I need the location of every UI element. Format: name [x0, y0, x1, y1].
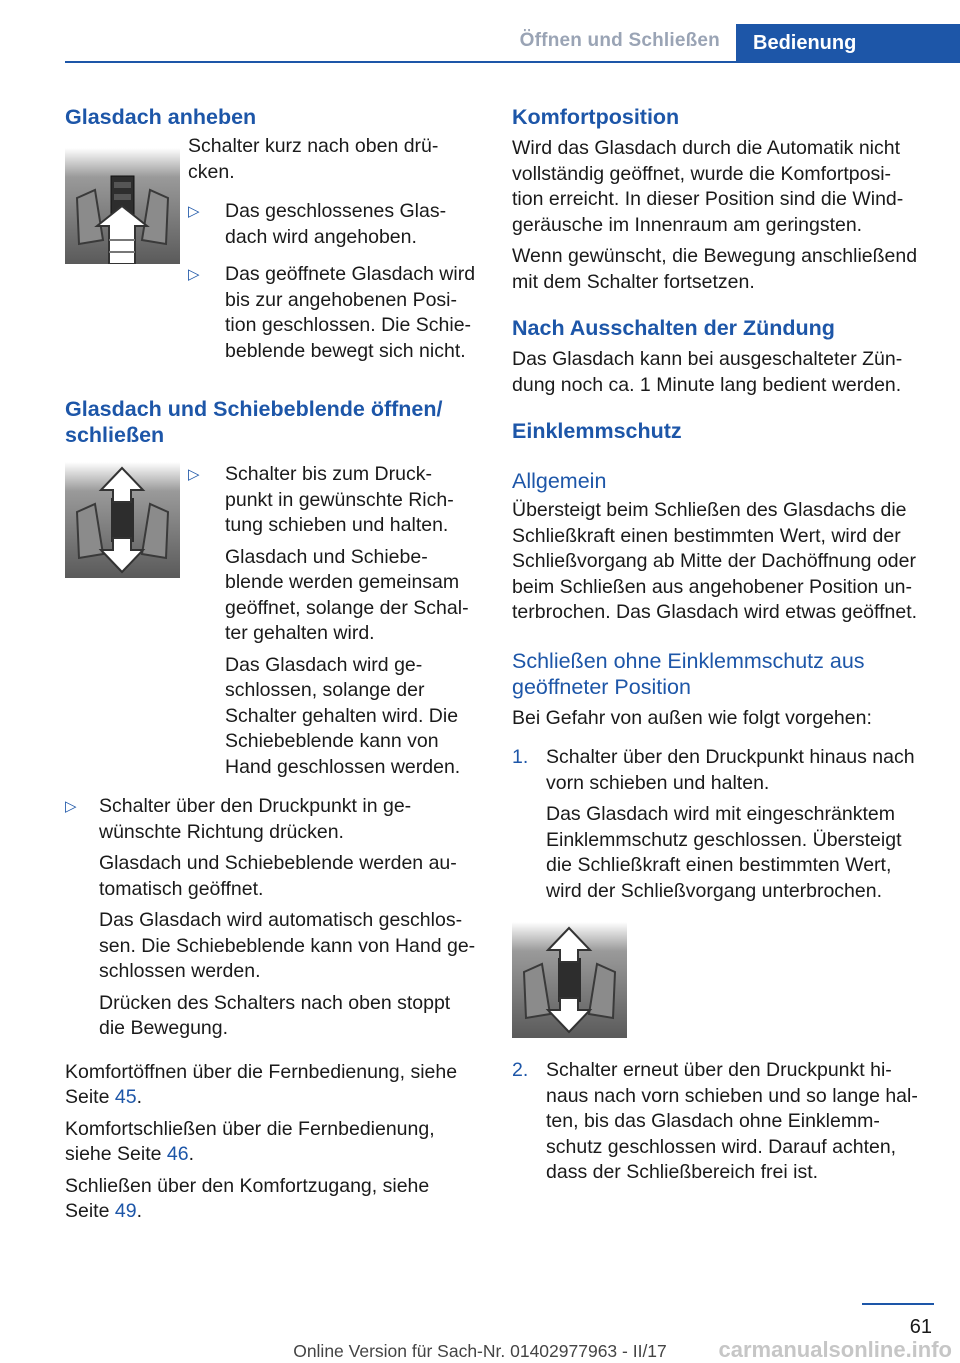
- right-column: [512, 104, 932, 1186]
- list-text: vorn schieben und halten.: [546, 771, 770, 794]
- heading-komfortposition: Komfortposition: [512, 105, 680, 129]
- switch-image-forward: [512, 922, 627, 1038]
- punct: .: [136, 1200, 142, 1222]
- list-text: Das Glasdach wird mit eingeschränktem: [546, 803, 895, 825]
- paragraph-line: tion erreicht. In dieser Position sind die Wind-: [512, 188, 904, 210]
- paragraph-line: Schließvorgang ab Mitte der Dachöffnung oder: [512, 550, 916, 572]
- page-link-49[interactable]: 49: [114, 1200, 137, 1222]
- paragraph-line: siehe Seite: [65, 1143, 167, 1165]
- roof-switch-illustration: [512, 922, 627, 1038]
- bullet-text: tion geschlossen. Die Schie-: [225, 314, 472, 336]
- bullet-text: Das Glasdach wird automatisch geschlos-: [99, 909, 463, 931]
- list-text: Schalter erneut über den Druckpunkt hi-: [546, 1059, 892, 1081]
- paragraph-line: Übersteigt beim Schließen des Glasdachs die: [512, 499, 907, 521]
- bullet-text: schlossen, solange der: [225, 679, 425, 701]
- intro-line-1: Schalter kurz nach oben drü-: [188, 135, 439, 157]
- list-text: dass der Schließbereich frei ist.: [546, 1161, 819, 1183]
- punct: .: [188, 1143, 195, 1165]
- bullet-text: sen. Die Schiebeblende kann von Hand ge-: [99, 934, 476, 957]
- header-rule: [65, 61, 960, 63]
- paragraph-line: beim Schließen aus angehobener Position un-: [512, 575, 913, 598]
- paragraph-line: Wenn gewünscht, die Bewegung anschließend: [512, 245, 918, 267]
- bullet-text: tung schieben und halten.: [225, 514, 449, 536]
- heading-einklemmschutz: Einklemmschutz: [512, 419, 682, 443]
- list-text: schutz geschlossen wird. Darauf achten,: [546, 1135, 897, 1158]
- heading-line: schließen: [65, 423, 165, 447]
- list-text: ten, bis das Glasdach ohne Einklemm-: [546, 1110, 880, 1132]
- paragraph-line: vollständig geöffnet, wurde die Komfortposi-: [512, 162, 892, 185]
- numbered-item-1: [512, 745, 932, 904]
- watermark: carmanualsonline.info: [718, 1337, 952, 1362]
- list-text: wird der Schließvorgang unterbrochen.: [546, 879, 883, 902]
- bullet-text: bis zur angehobenen Posi-: [225, 288, 457, 311]
- heading-oeffnen-schliessen: [65, 396, 483, 448]
- page-link-45[interactable]: 45: [114, 1086, 137, 1108]
- heading-allgemein: Allgemein: [512, 469, 607, 493]
- bullet-text: Schalter über den Druckpunkt in ge-: [99, 795, 412, 817]
- bullet-text: Das Glasdach wird ge-: [225, 653, 423, 676]
- bullet-triangle-icon: ▷: [65, 798, 77, 815]
- paragraph-komfortoeffnen: [65, 1060, 483, 1111]
- bullet-text: Glasdach und Schiebeblende werden au-: [99, 852, 457, 874]
- roof-switch-illustration: [65, 462, 180, 578]
- page-link-46[interactable]: 46: [166, 1143, 189, 1165]
- paragraph-line: Bei Gefahr von außen wie folgt vorgehen:: [512, 706, 872, 729]
- bullet-text: wünschte Richtung drücken.: [99, 820, 344, 843]
- bullet-text: blende werden gemeinsam: [225, 571, 460, 593]
- list-text: Schalter über den Druckpunkt hinaus nach: [546, 746, 915, 768]
- bullet-text: ter gehalten wird.: [225, 622, 375, 644]
- bullet-text: Drücken des Schalters nach oben stoppt: [99, 991, 451, 1014]
- heading-line: geöffneter Position: [512, 674, 691, 699]
- bullet-text: die Bewegung.: [99, 1017, 229, 1039]
- bullet-text: geöffnet, solange der Schal-: [225, 596, 469, 619]
- paragraph-komfortschliessen: [65, 1117, 483, 1168]
- heading-nach-ausschalten: Nach Ausschalten der Zündung: [512, 316, 835, 340]
- bullet-text: Glasdach und Schiebe-: [225, 545, 428, 568]
- list-text: die Schließkraft einen bestimmten Wert,: [546, 854, 892, 876]
- paragraph-line: Schließen über den Komfortzugang, siehe: [65, 1174, 430, 1197]
- header-section: Öffnen und Schließen: [519, 30, 720, 51]
- list-number: 1.: [512, 746, 529, 768]
- bullet-triangle-icon: ▷: [188, 266, 200, 283]
- online-version-note: Online Version für Sach-Nr. 01402977963 - II/17: [293, 1341, 667, 1361]
- paragraph-komfortzugang: [65, 1174, 483, 1225]
- paragraph-line: Wird das Glasdach durch die Automatik nicht: [512, 137, 901, 159]
- paragraph-line: mit dem Schalter fortsetzen.: [512, 270, 755, 293]
- bullet-text: beblende bewegt sich nicht.: [225, 339, 466, 362]
- paragraph-line: terbrochen. Das Glasdach wird etwas geöffnet.: [512, 601, 918, 623]
- paragraph-line: Seite: [65, 1200, 115, 1222]
- heading-glasdach-anheben: Glasdach anheben: [65, 105, 257, 129]
- bullet-text: Das geöffnete Glasdach wird: [225, 263, 476, 285]
- page-number: 61: [909, 1316, 932, 1338]
- bullet-text: dach wird angehoben.: [225, 225, 417, 248]
- bullet-text: tomatisch geöffnet.: [99, 877, 264, 900]
- bullet-item: [65, 794, 483, 1042]
- paragraph-line: Schließkraft einen bestimmten Wert, wird der: [512, 524, 901, 547]
- bullet-text: Schalter bis zum Druck-: [225, 463, 432, 485]
- list-number: 2.: [512, 1059, 529, 1081]
- heading-line: Glasdach und Schiebeblende öffnen/: [65, 397, 443, 421]
- paragraph-line: Komfortschließen über die Fernbedienung,: [65, 1117, 435, 1140]
- bullet-text: Hand geschlossen werden.: [225, 755, 461, 778]
- paragraph-line: dung noch ca. 1 Minute lang bedient werden.: [512, 373, 902, 396]
- paragraph-line: Das Glasdach kann bei ausgeschalteter Zün-: [512, 348, 903, 370]
- heading-line: Schließen ohne Einklemmschutz aus: [512, 648, 865, 673]
- bullet-triangle-icon: ▷: [188, 203, 200, 220]
- intro-line-2: cken.: [188, 160, 235, 183]
- bullet-item: [188, 462, 483, 780]
- bullet-text: Das geschlossenes Glas-: [225, 200, 447, 222]
- header-chapter-tab: Bedienung: [736, 24, 960, 62]
- bullet-triangle-icon: ▷: [188, 466, 200, 483]
- bullet-item: [188, 262, 483, 364]
- page-header: [0, 24, 960, 62]
- list-text: naus nach vorn schieben und so lange hal-: [546, 1084, 918, 1107]
- left-column: [65, 104, 483, 1225]
- paragraph-line: geräusche im Innenraum am geringsten.: [512, 213, 863, 236]
- heading-schliessen-ohne-einklemmschutz: [512, 648, 932, 700]
- roof-switch-illustration: [65, 148, 180, 264]
- list-text: Einklemmschutz geschlossen. Übersteigt: [546, 828, 902, 851]
- paragraph-line: Komfortöffnen über die Fernbedienung, siehe: [65, 1060, 458, 1083]
- switch-image-updown: [65, 462, 180, 578]
- footer-rule: [862, 1303, 934, 1305]
- bullet-text: Schalter gehalten wird. Die: [225, 704, 459, 727]
- bullet-item: [188, 199, 483, 250]
- bullet-text: Schiebeblende kann von: [225, 730, 439, 752]
- punct: .: [136, 1086, 142, 1108]
- paragraph-line: Seite: [65, 1086, 115, 1108]
- numbered-item-2: [512, 1058, 932, 1186]
- bullet-text: schlossen werden.: [99, 960, 261, 982]
- switch-image-up: [65, 148, 180, 264]
- bullet-text: punkt in gewünschte Rich-: [225, 488, 454, 511]
